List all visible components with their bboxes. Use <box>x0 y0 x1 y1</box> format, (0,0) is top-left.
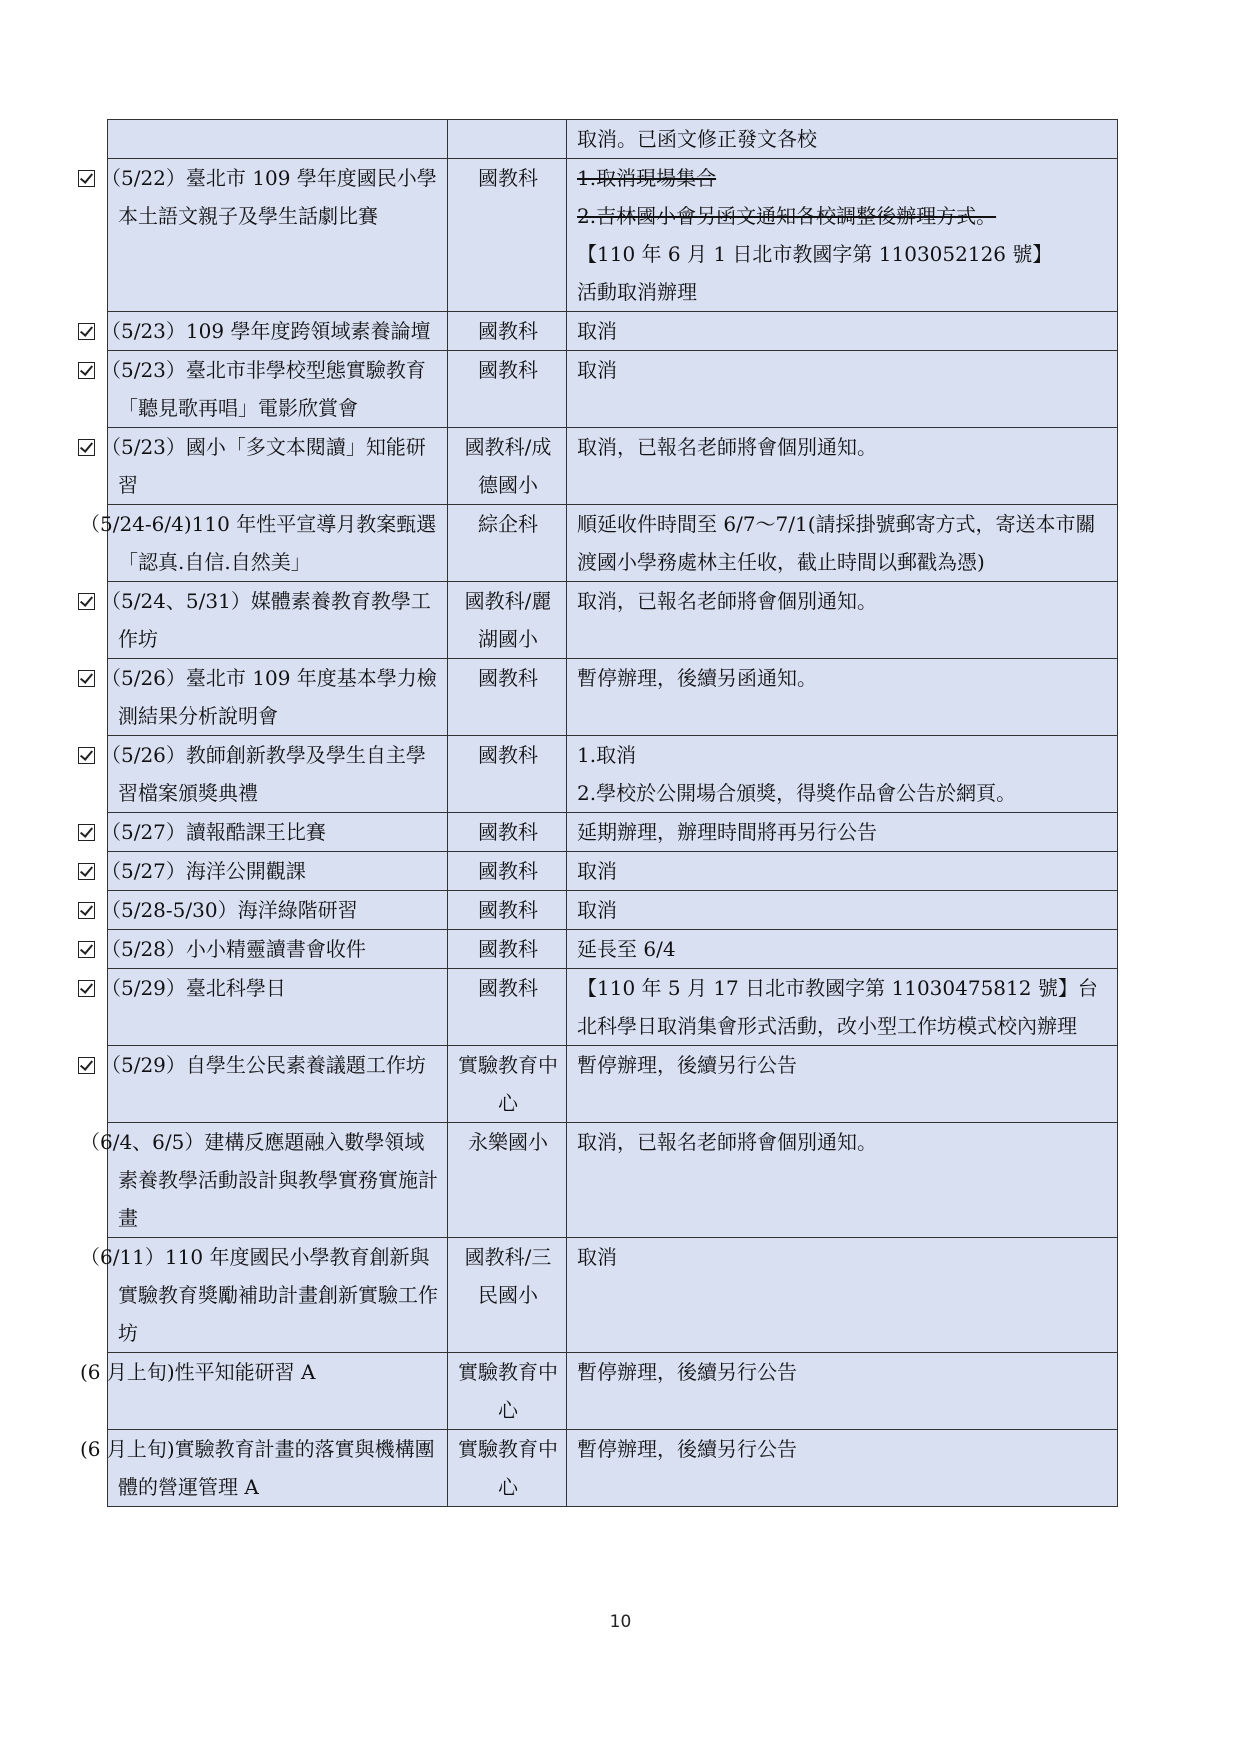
note-cell <box>567 159 1118 312</box>
note-cell: 取消 <box>567 852 1118 891</box>
note-cell: 暫停辦理，後續另函通知。 <box>567 659 1118 736</box>
event-title: （5/23）臺北市非學校型態實驗教育「聽見歌再唱」電影欣賞會 <box>101 358 426 420</box>
table-row <box>108 930 1118 969</box>
table-row <box>108 813 1118 852</box>
event-cell: (6 月上旬)實驗教育計畫的落實與機構團體的營運管理 A <box>108 1430 448 1507</box>
note-cell: 暫停辦理，後續另行公告 <box>567 1046 1118 1123</box>
event-title: （5/29）自學生公民素養議題工作坊 <box>101 1053 426 1077</box>
table-row <box>108 736 1118 813</box>
note-line: 2.學校於公開場合頒獎，得獎作品會公告於網頁。 <box>577 781 1017 805</box>
table-row <box>108 582 1118 659</box>
note-cell: 暫停辦理，後續另行公告 <box>567 1430 1118 1507</box>
table-row <box>108 1430 1118 1507</box>
department-cell: 國教科 <box>448 659 567 736</box>
department-cell: 國教科 <box>448 891 567 930</box>
note-cell: 取消。已函文修正發文各校 <box>567 120 1118 159</box>
note-cell: 取消 <box>567 312 1118 351</box>
event-cell: (6 月上旬)性平知能研習 A <box>108 1353 448 1430</box>
checkbox-checked-icon <box>78 980 95 997</box>
event-cell <box>101 736 448 813</box>
note-line: 【110 年 6 月 1 日北市教國字第 1103052126 號】 <box>577 242 1053 266</box>
department-cell: 實驗教育中心 <box>448 1430 567 1507</box>
note-line-struck: 2.吉林國小會另函文通知各校調整後辦理方式。 <box>577 204 997 228</box>
department-cell: 國教科 <box>448 930 567 969</box>
table-row <box>108 120 1118 159</box>
department-cell: 綜企科 <box>448 505 567 582</box>
event-cell <box>101 428 448 505</box>
checkbox-checked-icon <box>78 439 95 456</box>
note-cell: 順延收件時間至 6/7～7/1(請採掛號郵寄方式，寄送本市關渡國小學務處林主任收，截止時間以郵戳為憑) <box>567 505 1118 582</box>
department-cell: 國教科 <box>448 351 567 428</box>
checkbox-checked-icon <box>78 863 95 880</box>
department-cell: 國教科/三民國小 <box>448 1238 567 1353</box>
department-cell <box>448 120 567 159</box>
table-row <box>108 351 1118 428</box>
note-cell: 取消 <box>567 351 1118 428</box>
event-title: （5/23）109 學年度跨領域素養論壇 <box>101 319 431 343</box>
note-cell: 取消，已報名老師將會個別通知。 <box>567 582 1118 659</box>
note-cell: 延長至 6/4 <box>567 930 1118 969</box>
table-row <box>108 659 1118 736</box>
event-cell <box>101 159 448 312</box>
checkbox-checked-icon <box>78 593 95 610</box>
department-cell: 國教科 <box>448 813 567 852</box>
event-cell <box>101 930 448 969</box>
event-cell <box>101 659 448 736</box>
event-cell: （6/4、6/5）建構反應題融入數學領域素養教學活動設計與教學實務實施計畫 <box>108 1123 448 1238</box>
department-cell: 永樂國小 <box>448 1123 567 1238</box>
event-cell <box>108 120 448 159</box>
event-cell <box>101 969 448 1046</box>
table-row <box>108 1238 1118 1353</box>
checkbox-checked-icon <box>78 824 95 841</box>
department-cell: 實驗教育中心 <box>448 1046 567 1123</box>
table-row <box>108 505 1118 582</box>
note-cell: 【110 年 5 月 17 日北市教國字第 11030475812 號】台北科學日取消集會形式活動，改小型工作坊模式校內辦理 <box>567 969 1118 1046</box>
note-line: 1.取消 <box>577 743 637 767</box>
event-cell <box>101 891 448 930</box>
event-cell <box>101 582 448 659</box>
table-row <box>108 312 1118 351</box>
event-cell: （5/24-6/4)110 年性平宣導月教案甄選「認真.自信.自然美」 <box>108 505 448 582</box>
checkbox-checked-icon <box>78 323 95 340</box>
event-cell <box>101 351 448 428</box>
note-line-struck: 1.取消現場集合 <box>577 166 717 190</box>
note-cell: 延期辦理，辦理時間將再另行公告 <box>567 813 1118 852</box>
event-title: （5/26）教師創新教學及學生自主學習檔案頒獎典禮 <box>101 743 426 805</box>
event-title: （5/28-5/30）海洋綠階研習 <box>101 898 358 922</box>
event-title: （5/27）讀報酷課王比賽 <box>101 820 326 844</box>
event-cell <box>101 852 448 891</box>
department-cell: 國教科 <box>448 312 567 351</box>
event-title: （5/26）臺北市 109 年度基本學力檢測結果分析說明會 <box>101 666 437 728</box>
table-row <box>108 1123 1118 1238</box>
checkbox-checked-icon <box>78 747 95 764</box>
table-row <box>108 159 1118 312</box>
department-cell: 國教科 <box>448 159 567 312</box>
table-row <box>108 1353 1118 1430</box>
table-row <box>108 969 1118 1046</box>
note-cell: 取消 <box>567 891 1118 930</box>
event-title: （5/22）臺北市 109 學年度國民小學本土語文親子及學生話劇比賽 <box>101 166 437 228</box>
event-cell <box>101 312 448 351</box>
checkbox-checked-icon <box>78 1057 95 1074</box>
note-cell: 取消，已報名老師將會個別通知。 <box>567 1123 1118 1238</box>
note-line: 活動取消辦理 <box>577 280 697 304</box>
checkbox-checked-icon <box>78 362 95 379</box>
event-cell: （6/11）110 年度國民小學教育創新與實驗教育獎勵補助計畫創新實驗工作坊 <box>108 1238 448 1353</box>
page-number: 10 <box>609 1612 632 1632</box>
event-title: （5/27）海洋公開觀課 <box>101 859 306 883</box>
department-cell: 國教科 <box>448 736 567 813</box>
event-title: （5/28）小小精靈讀書會收件 <box>101 937 366 961</box>
checkbox-checked-icon <box>78 902 95 919</box>
department-cell: 國教科/成德國小 <box>448 428 567 505</box>
department-cell: 實驗教育中心 <box>448 1353 567 1430</box>
event-cell <box>101 813 448 852</box>
note-cell: 取消 <box>567 1238 1118 1353</box>
table-row <box>108 1046 1118 1123</box>
event-title: （5/23）國小「多文本閱讀」知能研習 <box>101 435 426 497</box>
note-cell: 暫停辦理，後續另行公告 <box>567 1353 1118 1430</box>
department-cell: 國教科/麗湖國小 <box>448 582 567 659</box>
table-row <box>108 852 1118 891</box>
table-row <box>108 428 1118 505</box>
event-title: （5/29）臺北科學日 <box>101 976 286 1000</box>
note-cell <box>567 736 1118 813</box>
department-cell: 國教科 <box>448 852 567 891</box>
table-row <box>108 891 1118 930</box>
checkbox-checked-icon <box>78 170 95 187</box>
event-cell <box>101 1046 448 1123</box>
event-schedule-table <box>80 119 1118 1507</box>
department-cell: 國教科 <box>448 969 567 1046</box>
checkbox-checked-icon <box>78 670 95 687</box>
note-cell: 取消，已報名老師將會個別通知。 <box>567 428 1118 505</box>
checkbox-checked-icon <box>78 941 95 958</box>
event-title: （5/24、5/31）媒體素養教育教學工作坊 <box>101 589 431 651</box>
